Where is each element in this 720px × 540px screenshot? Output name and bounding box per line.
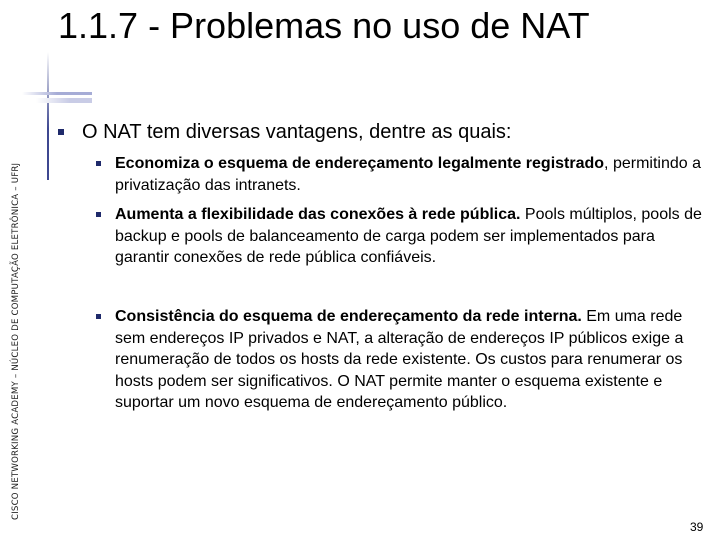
list-item-text: Pools múltiplos, pools de backup e pools de balanceamento de carga podem ser implementados para garantir conexões de rede pública confiáveis. — [115, 206, 702, 266]
bullet-square-icon — [58, 129, 64, 135]
list-item-text: Em uma rede sem endereços IP privados e NAT, a alteração de endereços IP públicos exige a renumeração de todos os hosts da rede existente. Os custos para renumerar os hosts podem ser significativos. O NAT permite manter o esquema existente e suportar um novo esquema de endereçamento público. — [115, 308, 684, 411]
main-bullet-text: O NAT tem diversas vantagens, dentre as quais: — [82, 121, 512, 143]
side-label — [0, 0, 22, 520]
list-item — [115, 153, 705, 196]
page-number: 39 — [690, 520, 704, 534]
list-item-text: , permitindo a privatização das intranets. — [115, 155, 701, 194]
side-label-text: CISCO NETWORKING ACADEMY – NÚCLEO DE COMPUTAÇÃO ELETRÔNICA – UFRJ — [11, 162, 21, 520]
bullet-square-icon — [96, 314, 101, 319]
page-title: 1.1.7 - Problemas no uso de NAT — [58, 5, 590, 46]
list-item-bold: Economiza o esquema de endereçamento legalmente registrado — [115, 155, 605, 172]
bullet-square-icon — [96, 212, 101, 217]
list-item — [115, 306, 705, 414]
list-item-bold: Consistência do esquema de endereçamento da rede interna. — [115, 308, 582, 325]
list-item-bold: Aumenta a flexibilidade das conexões à rede pública. — [115, 206, 521, 223]
decorative-vertical-line — [47, 52, 49, 180]
bullet-square-icon — [96, 161, 101, 166]
list-item — [115, 204, 705, 269]
decorative-horizontal-line — [22, 92, 92, 105]
